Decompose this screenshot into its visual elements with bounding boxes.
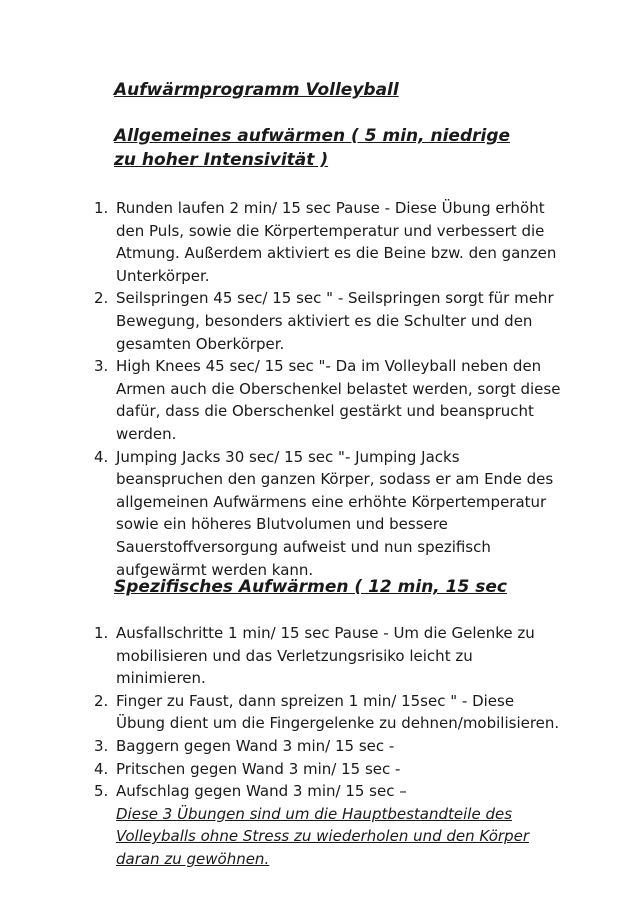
list-number: 5. xyxy=(94,782,109,801)
list-item xyxy=(94,355,566,445)
list-item-text: Baggern gegen Wand 3 min/ 15 sec - xyxy=(116,736,395,755)
specific-warmup-heading: Spezifisches Aufwärmen ( 12 min, 15 sec xyxy=(114,577,507,597)
document-title: Aufwärmprogramm Volleyball xyxy=(114,80,399,100)
list-item-text: Pritschen gegen Wand 3 min/ 15 sec - xyxy=(116,759,401,778)
list-number: 1. xyxy=(94,199,109,217)
general-warmup-heading: Allgemeines aufwärmen ( 5 min, niedrige zu hoher Intensivität ) xyxy=(114,126,511,170)
specific-warmup-list xyxy=(94,622,566,871)
list-item-text: Seilspringen 45 sec/ 15 sec " - Seilspringen sorgt für mehr Bewegung, besonders aktiviert es die Schulter und den gesamten Oberkörper. xyxy=(116,289,554,353)
list-item xyxy=(94,197,566,287)
list-item xyxy=(94,446,566,582)
exercise-note: Diese 3 Übungen sind um die Hauptbestandteile des Volleyballs ohne Stress zu wiederholen und den Körper daran zu gewöhnen. xyxy=(116,804,529,868)
general-warmup-list xyxy=(94,197,566,581)
list-number: 4. xyxy=(94,759,109,778)
list-item xyxy=(94,287,566,355)
list-number: 4. xyxy=(94,447,109,466)
list-number: 3. xyxy=(94,736,109,755)
list-item-text: Jumping Jacks 30 sec/ 15 sec "- Jumping Jacks beanspruchen den ganzen Körper, sodass er am Ende des allgemeinen Aufwärmens eine erhöhte Körpertemperatur sowie ein höheres Blutvolumen und bessere Sauerstoffversorgung aufweist und nun spezifisch aufgewärmt werden kann. xyxy=(116,447,554,579)
list-number: 3. xyxy=(94,357,109,376)
list-item xyxy=(94,735,566,758)
list-item xyxy=(94,622,566,690)
list-number: 2. xyxy=(94,691,109,710)
list-number: 1. xyxy=(94,624,109,642)
list-item xyxy=(94,758,566,781)
list-number: 2. xyxy=(94,289,109,308)
list-item-text: Ausfallschritte 1 min/ 15 sec Pause - Um die Gelenke zu mobilisieren und das Verletzungsrisiko leicht zu minimieren. xyxy=(116,624,535,688)
list-item-text: Aufschlag gegen Wand 3 min/ 15 sec – xyxy=(116,782,407,801)
list-item-text: Runden laufen 2 min/ 15 sec Pause - Diese Übung erhöht den Puls, sowie die Körpertemperatur und verbessert die Atmung. Außerdem aktiviert es die Beine bzw. den ganzen Unterkörper. xyxy=(116,199,557,285)
list-item-text: Finger zu Faust, dann spreizen 1 min/ 15sec " - Diese Übung dient um die Fingergelenke zu dehnen/mobilisieren. xyxy=(116,691,560,733)
list-item xyxy=(94,690,566,735)
list-item xyxy=(94,780,566,870)
list-item-text: High Knees 45 sec/ 15 sec "- Da im Volleyball neben den Armen auch die Oberschenkel belastet werden, sorgt diese dafür, dass die Oberschenkel gestärkt und beansprucht werden. xyxy=(116,357,561,443)
